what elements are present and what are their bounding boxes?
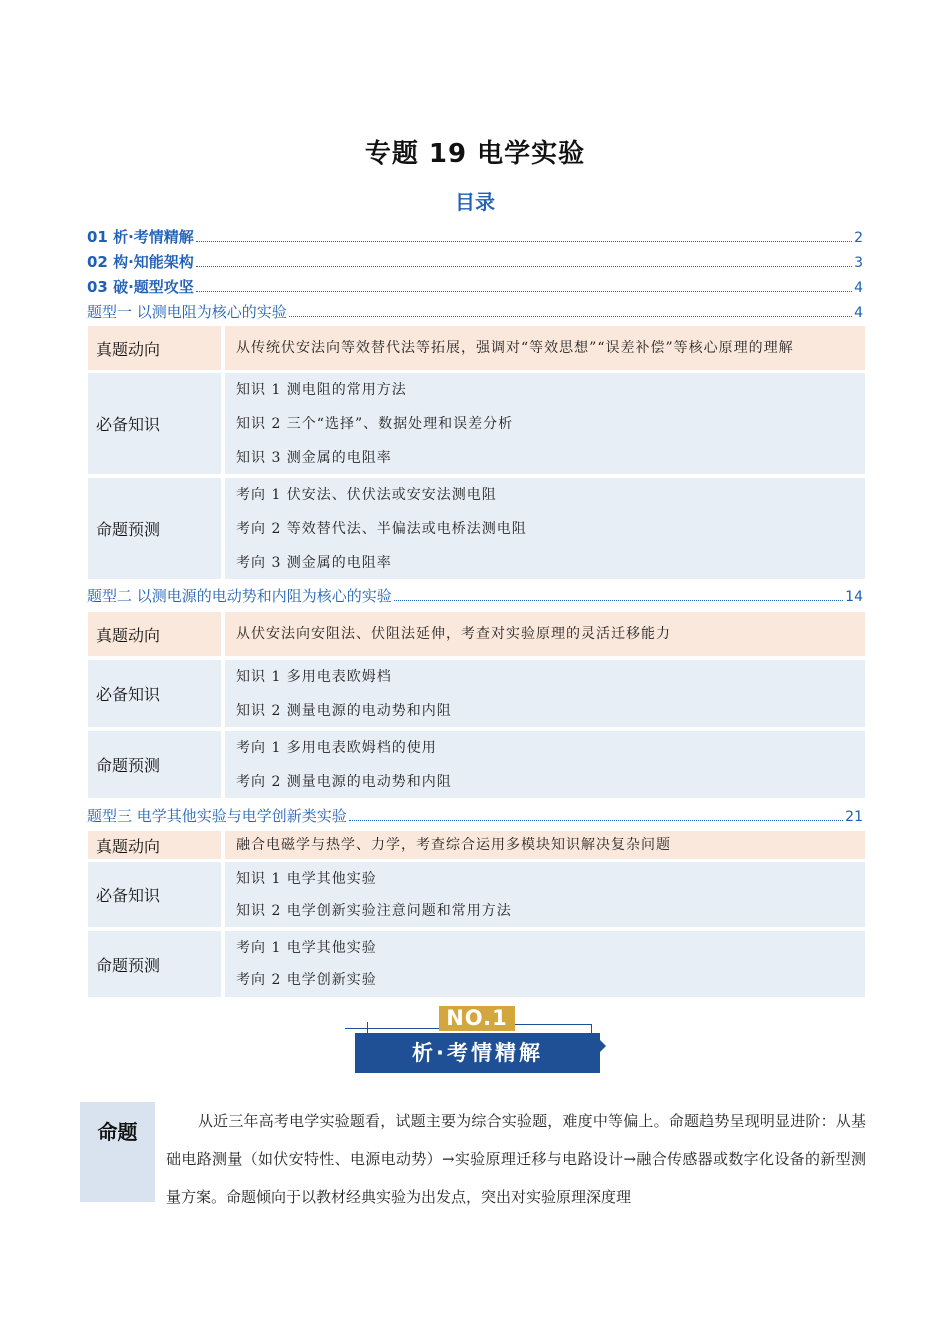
toc-entry-page: 4	[854, 305, 863, 321]
banner-label: 析·考情精解	[355, 1033, 600, 1073]
trend-row	[88, 612, 865, 656]
toc-entry-page: 3	[854, 255, 863, 271]
knowledge-label: 必备知识	[88, 862, 221, 927]
toc-dot-leader	[289, 315, 852, 317]
toc-entry-label: 02 构·知能架构	[87, 253, 194, 271]
knowledge-item: 知识 3 测金属的电阻率	[236, 449, 392, 466]
forecast-item: 考向 1 伏安法、伏伏法或安安法测电阻	[236, 486, 497, 503]
knowledge-item: 知识 2 测量电源的电动势和内阻	[236, 702, 452, 719]
knowledge-cell	[225, 373, 865, 474]
toc-entry-label: 题型二 以测电源的电动势和内阻为核心的实验	[87, 587, 392, 605]
knowledge-item: 知识 1 电学其他实验	[236, 870, 377, 887]
forecast-label: 命题预测	[88, 478, 221, 579]
trend-text: 融合电磁学与热学、力学，考查综合运用多模块知识解决复杂问题	[236, 837, 671, 853]
knowledge-item: 知识 1 测电阻的常用方法	[236, 381, 407, 398]
knowledge-row	[88, 373, 865, 474]
forecast-item: 考向 2 等效替代法、半偏法或电桥法测电阻	[236, 520, 527, 537]
toc-entry-page: 2	[854, 230, 863, 246]
forecast-label: 命题预测	[88, 731, 221, 798]
toc-dot-leader	[349, 819, 843, 821]
knowledge-cell	[225, 660, 865, 727]
toc-entry-page: 4	[854, 280, 863, 296]
knowledge-row	[88, 660, 865, 727]
forecast-row	[88, 931, 865, 997]
forecast-item: 考向 2 电学创新实验	[236, 972, 377, 988]
banner-number: NO.1	[439, 1006, 515, 1031]
trend-row	[88, 831, 865, 859]
forecast-item: 考向 1 电学其他实验	[236, 940, 377, 956]
page-title: 专题 19 电学实验	[364, 139, 586, 169]
forecast-label: 命题预测	[88, 931, 221, 997]
trend-cell	[225, 326, 865, 370]
trend-cell	[225, 612, 865, 656]
knowledge-item: 知识 2 电学创新实验注意问题和常用方法	[236, 902, 512, 919]
toc-entry-label: 01 析·考情精解	[87, 228, 194, 246]
forecast-cell	[225, 478, 865, 579]
toc-entry-page: 14	[845, 589, 863, 605]
knowledge-label: 必备知识	[88, 660, 221, 727]
toc-entry-label: 题型三 电学其他实验与电学创新类实验	[87, 807, 347, 825]
forecast-row	[88, 731, 865, 798]
analysis-label: 命题	[80, 1102, 155, 1202]
forecast-cell	[225, 931, 865, 997]
knowledge-item: 知识 1 多用电表欧姆档	[236, 668, 392, 685]
forecast-item: 考向 2 测量电源的电动势和内阻	[236, 773, 452, 790]
toc-dot-leader	[196, 265, 852, 267]
trend-label: 真题动向	[88, 612, 221, 656]
trend-label: 真题动向	[88, 326, 221, 370]
forecast-row	[88, 478, 865, 579]
toc-entry-type-2[interactable]	[87, 587, 863, 606]
analysis-text: 从近三年高考电学实验题看，试题主要为综合实验题，难度中等偏上。命题趋势呈现明显进阶：从基础电路测量（如伏安特性、电源电动势）→实验原理迁移与电路设计→融合传感器或数字化设备的新型测量方案。命题倾向于以教材经典实验为出发点，突出对实验原理深度理	[166, 1112, 866, 1206]
section-banner	[345, 1006, 607, 1074]
forecast-cell	[225, 731, 865, 798]
toc-entry-breakthrough[interactable]	[87, 278, 863, 297]
banner-rule-right	[515, 1024, 591, 1025]
toc-dot-leader	[394, 599, 843, 601]
toc-entry-analysis[interactable]	[87, 228, 863, 247]
toc-dot-leader	[196, 290, 852, 292]
knowledge-row	[88, 862, 865, 927]
analysis-block	[80, 1102, 870, 1206]
toc-title: 目录	[455, 190, 495, 214]
trend-cell	[225, 831, 865, 859]
knowledge-item: 知识 2 三个“选择”、数据处理和误差分析	[236, 415, 514, 432]
toc-entry-page: 21	[845, 809, 863, 825]
trend-text: 从伏安法向安阻法、伏阻法延伸，考查对实验原理的灵活迁移能力	[236, 626, 671, 642]
forecast-item: 考向 3 测金属的电阻率	[236, 554, 392, 571]
knowledge-cell	[225, 862, 865, 927]
banner-arrow-icon	[600, 1040, 606, 1052]
toc-entry-framework[interactable]	[87, 253, 863, 272]
trend-row	[88, 326, 865, 370]
forecast-item: 考向 1 多用电表欧姆档的使用	[236, 739, 437, 756]
trend-text: 从传统伏安法向等效替代法等拓展，强调对“等效思想”“误差补偿”等核心原理的理解	[236, 340, 794, 356]
toc-entry-label: 题型一 以测电阻为核心的实验	[87, 303, 287, 321]
toc-entry-type-3[interactable]	[87, 807, 863, 826]
toc-entry-label: 03 破·题型攻坚	[87, 278, 194, 296]
trend-label: 真题动向	[88, 831, 221, 859]
toc-dot-leader	[196, 240, 852, 242]
banner-rule-left	[345, 1028, 439, 1029]
knowledge-label: 必备知识	[88, 373, 221, 474]
toc-entry-type-1[interactable]	[87, 303, 863, 322]
